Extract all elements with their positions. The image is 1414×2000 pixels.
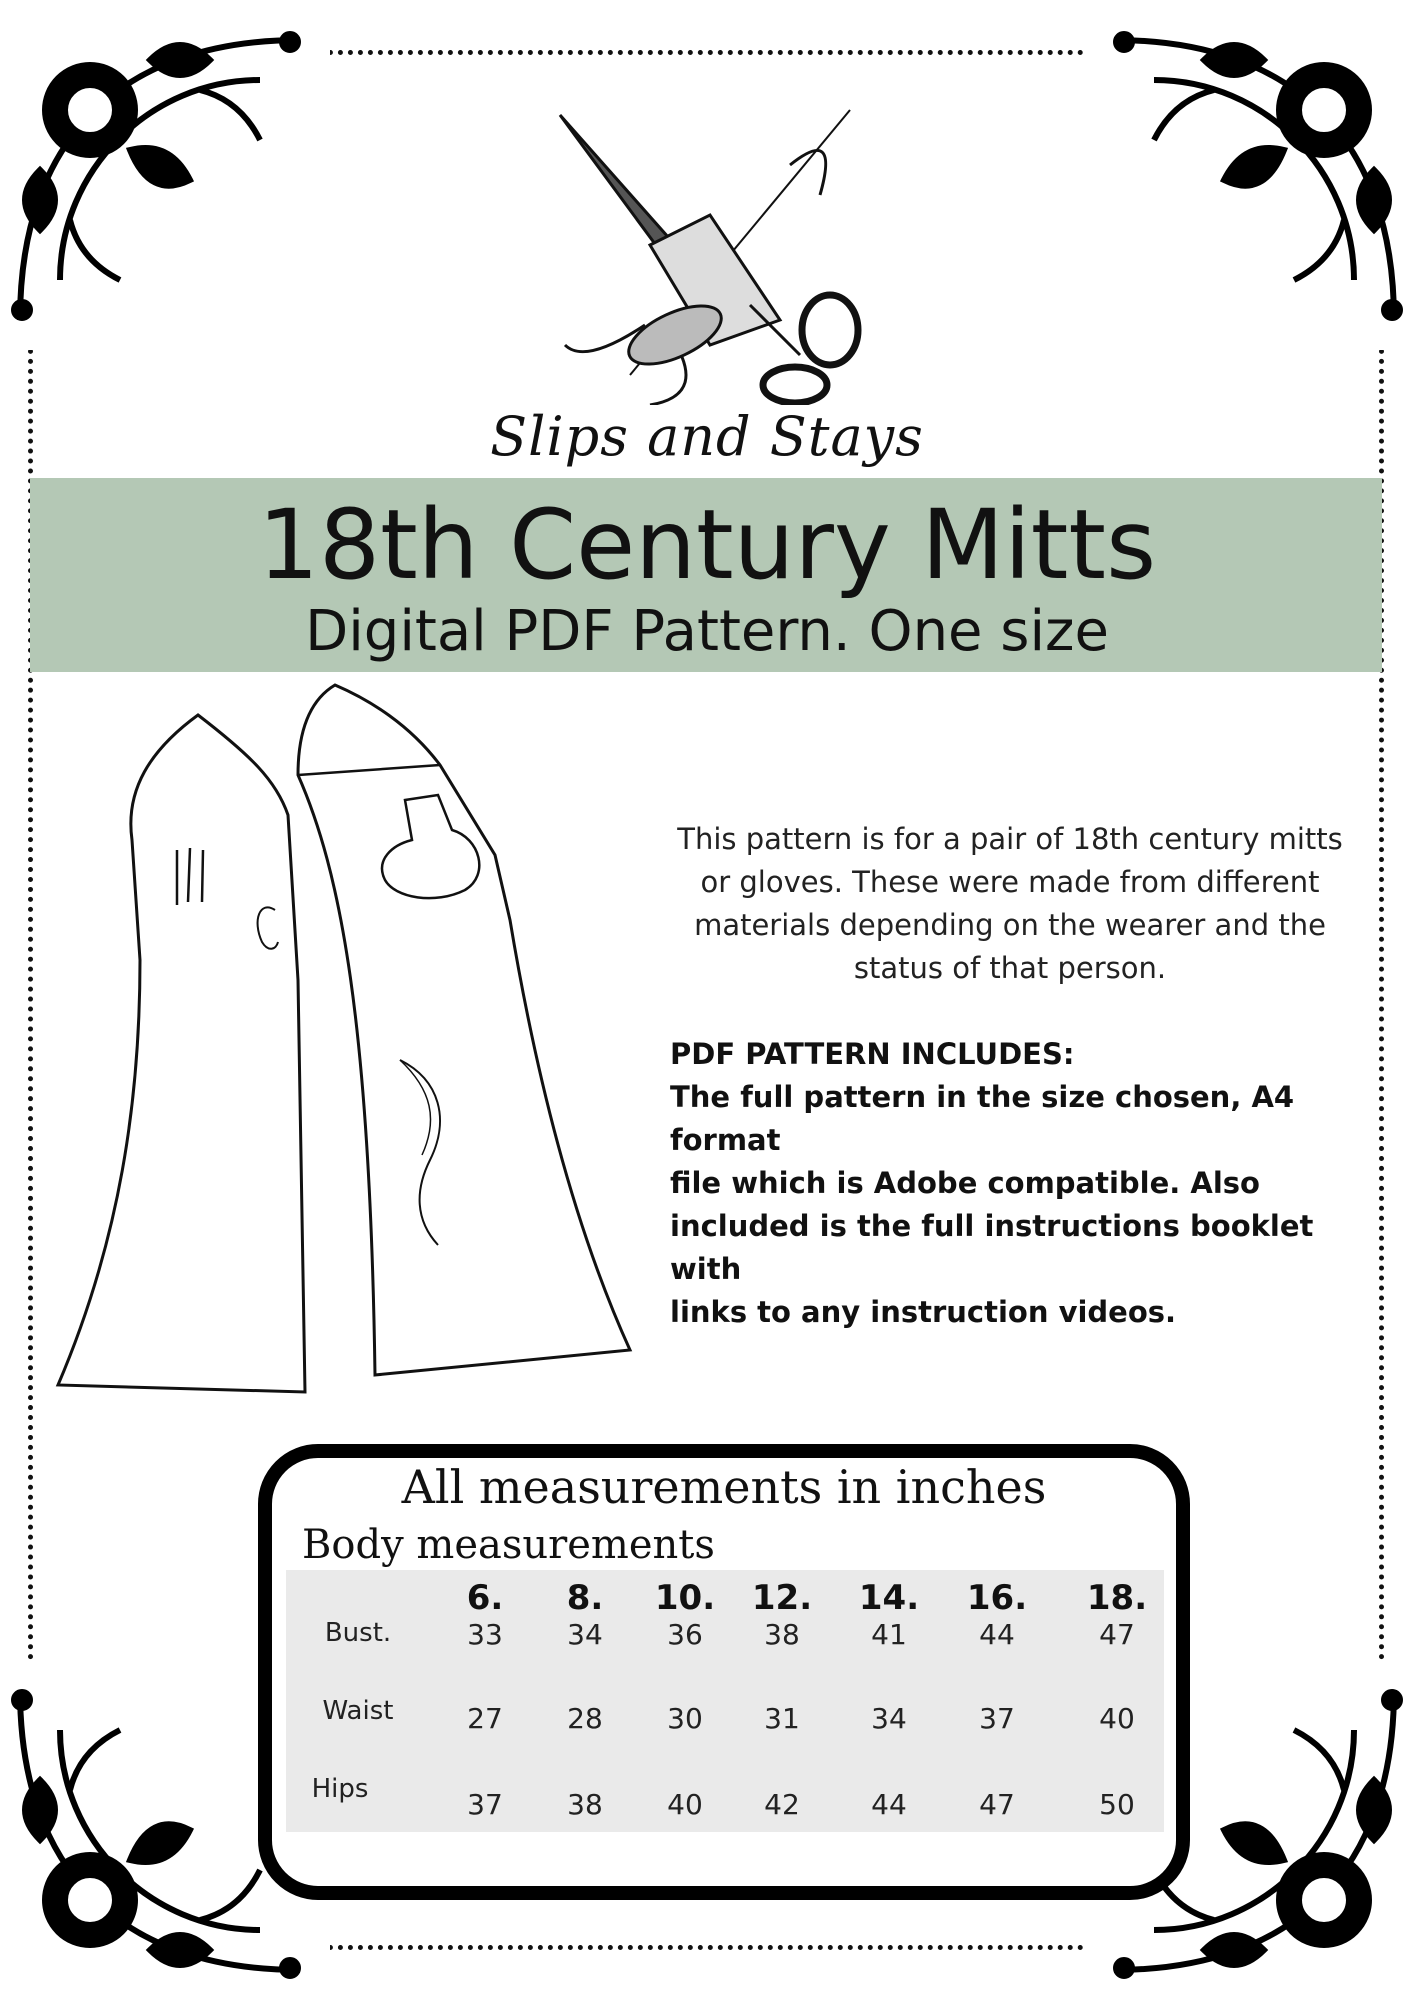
includes-line: The full pattern in the size chosen, A4 format xyxy=(670,1080,1295,1157)
corner-ornament-icon xyxy=(0,20,330,350)
description-line: status of that person. xyxy=(853,951,1167,985)
table-cell: 40 xyxy=(667,1788,703,1821)
size-header: 14. xyxy=(858,1578,920,1618)
measurements-title: All measurements in inches xyxy=(401,1460,1047,1514)
brand-logo-text: Slips and Stays xyxy=(490,405,924,468)
table-cell: 38 xyxy=(764,1618,800,1651)
sewing-tools-illustration xyxy=(550,105,880,405)
table-cell: 40 xyxy=(1099,1702,1135,1735)
mitt-pattern-piece xyxy=(298,685,630,1375)
size-header: 8. xyxy=(566,1578,604,1618)
size-header: 6. xyxy=(466,1578,504,1618)
table-cell: 41 xyxy=(871,1618,907,1651)
includes-line: file which is Adobe compatible. Also xyxy=(670,1166,1260,1200)
includes-line: links to any instruction videos. xyxy=(670,1295,1177,1329)
body-measurements-label: Body measurements xyxy=(302,1522,715,1568)
table-cell: 31 xyxy=(764,1702,800,1735)
mitt-pattern-piece xyxy=(58,715,305,1392)
table-cell: 38 xyxy=(567,1788,603,1821)
table-cell: 47 xyxy=(979,1788,1015,1821)
table-cell: 44 xyxy=(871,1788,907,1821)
table-cell: 37 xyxy=(979,1702,1015,1735)
row-label-hips: Hips xyxy=(311,1774,369,1804)
table-cell: 34 xyxy=(567,1618,603,1651)
includes-heading: PDF PATTERN INCLUDES: xyxy=(670,1037,1075,1071)
size-header: 10. xyxy=(654,1578,716,1618)
page-title: 18th Century Mitts xyxy=(257,489,1157,601)
description-line: or gloves. These were made from different xyxy=(700,865,1320,899)
mitt-pattern-illustration xyxy=(40,680,660,1420)
pattern-includes xyxy=(670,1033,1370,1334)
description-line: materials depending on the wearer and the xyxy=(694,908,1326,942)
row-label-bust: Bust. xyxy=(324,1618,392,1648)
table-cell: 37 xyxy=(467,1788,503,1821)
table-cell: 50 xyxy=(1099,1788,1135,1821)
size-header: 16. xyxy=(966,1578,1028,1618)
table-cell: 27 xyxy=(467,1702,503,1735)
table-cell: 34 xyxy=(871,1702,907,1735)
description-line: This pattern is for a pair of 18th century mitts xyxy=(677,822,1343,856)
row-label-waist: Waist xyxy=(322,1696,394,1726)
pattern-description xyxy=(660,818,1360,990)
size-header: 18. xyxy=(1086,1578,1148,1618)
table-cell: 44 xyxy=(979,1618,1015,1651)
table-cell: 36 xyxy=(667,1618,703,1651)
table-cell: 42 xyxy=(764,1788,800,1821)
size-header: 12. xyxy=(751,1578,813,1618)
includes-line: included is the full instructions booklet with xyxy=(670,1209,1314,1286)
table-cell: 33 xyxy=(467,1618,503,1651)
table-cell: 30 xyxy=(667,1702,703,1735)
table-cell: 28 xyxy=(567,1702,603,1735)
table-cell: 47 xyxy=(1099,1618,1135,1651)
page-subtitle: Digital PDF Pattern. One size xyxy=(305,599,1109,664)
corner-ornament-icon xyxy=(1084,20,1414,350)
